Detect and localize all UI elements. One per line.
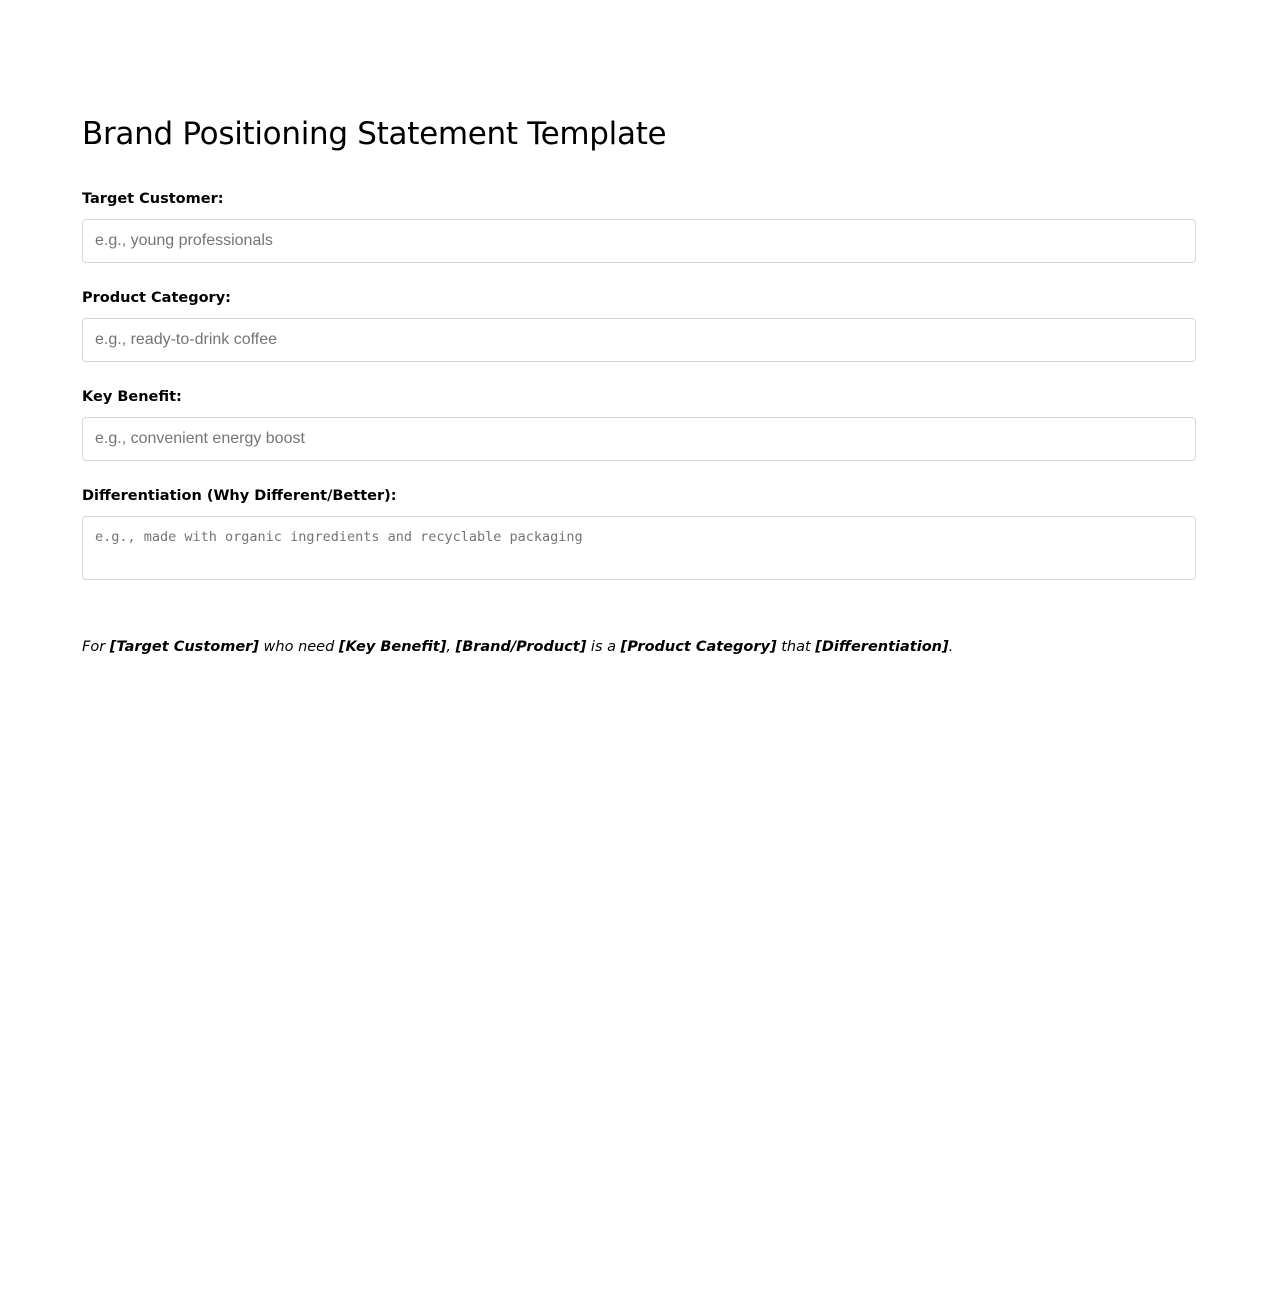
statement-key-benefit: [Key Benefit]: [338, 639, 447, 655]
statement-brand-product: [Brand/Product]: [455, 639, 587, 655]
statement-text: that: [776, 639, 816, 655]
statement-target-customer: [Target Customer]: [109, 639, 259, 655]
differentiation-textarea[interactable]: [82, 516, 1196, 580]
statement-text: ,: [446, 639, 456, 655]
statement-text: who need: [258, 639, 339, 655]
key-benefit-label: Key Benefit:: [82, 389, 182, 405]
statement-text: .: [948, 639, 954, 655]
differentiation-group: [82, 486, 1196, 584]
product-category-label: Product Category:: [82, 290, 231, 306]
statement-text: For: [82, 639, 110, 655]
product-category-group: [82, 288, 1196, 362]
key-benefit-input[interactable]: [82, 417, 1196, 461]
statement-product-category: [Product Category]: [620, 639, 777, 655]
key-benefit-group: [82, 387, 1196, 461]
target-customer-input[interactable]: [82, 219, 1196, 263]
statement-text: is a: [586, 639, 621, 655]
statement-differentiation: [Differentiation]: [815, 639, 949, 655]
differentiation-label: Differentiation (Why Different/Better):: [82, 488, 397, 504]
product-category-input[interactable]: [82, 318, 1196, 362]
target-customer-label: Target Customer:: [82, 191, 224, 207]
page-title: Brand Positioning Statement Template: [82, 116, 667, 152]
positioning-statement-preview: [82, 639, 953, 655]
target-customer-group: [82, 189, 1196, 263]
